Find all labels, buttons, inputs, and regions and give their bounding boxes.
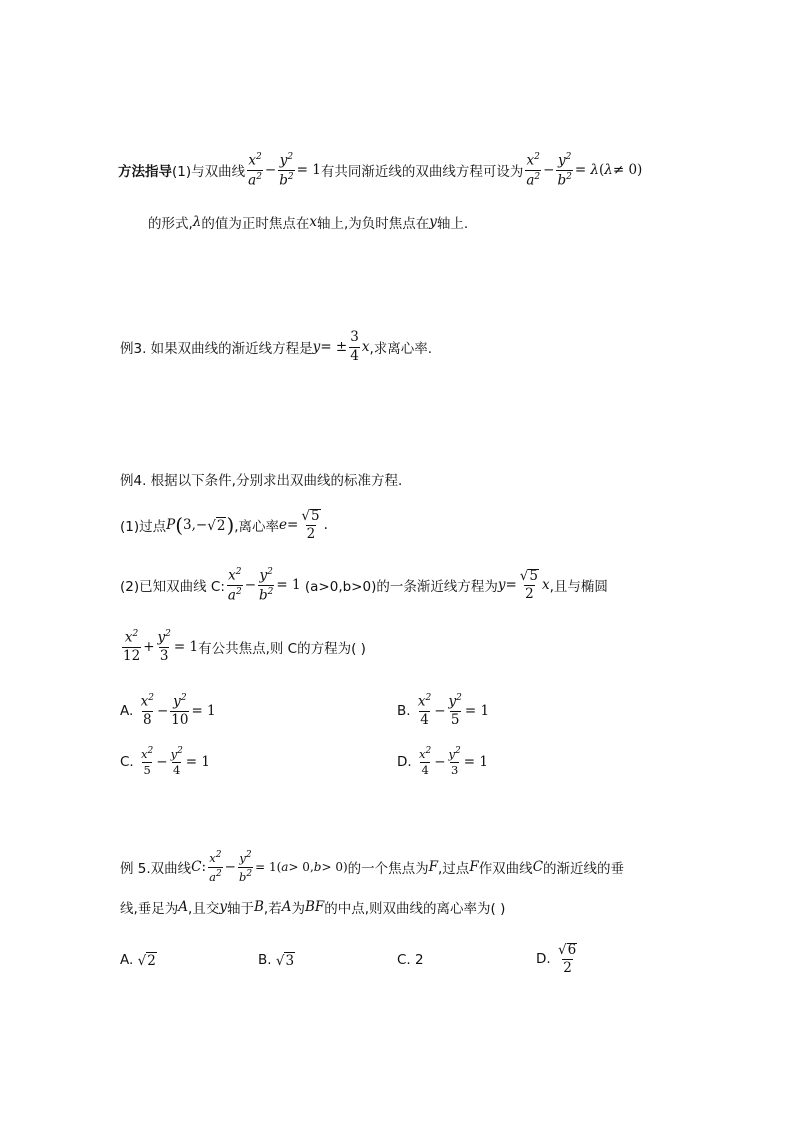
ex3-suffix: ,求离心率. [369,341,433,357]
method-text-2c: 轴上,为负时焦点在 [316,216,430,232]
ex4-part-2-line-2: $\frac{x^2}{12}$ + $\frac{y^2}{3}$ = 1 有公共焦点,则 C的方程为( ) [123,629,366,665]
method-text-1a: (1)与双曲线 [172,164,246,180]
example-3: 例3. 如果双曲线的渐近线方程是 y = ± $\frac{3}{4}$ x ,求离心率. [120,329,433,364]
method-line-2: 的形式, λ 的值为正时焦点在 x 轴上,为负时焦点在 y 轴上. [148,214,469,232]
frac-sqrt5-2: √ 5 2 [301,507,320,542]
frac-y2-b2-b: $\frac{y^2}{b^2}$ [557,151,572,188]
method-text-1b: 有共同渐近线的双曲线方程可设为 [320,164,524,180]
example-5-line-2: 线,垂足为 A ,且交 y 轴于 B ,若 A 为 BF 的中点,则双曲线的离心率为( ) [120,899,506,917]
frac-x2-a2: $\frac{x^2}{a^2}$ [248,151,262,188]
method-label: 方法指导 [118,164,172,180]
ex4-p2-b: (a>0,b>0)的一条渐近线方程为 [304,579,498,595]
ex4-p2-c: ,且与椭圆 [549,579,608,595]
ex5-prefix: 例 5.双曲线 [120,861,192,877]
frac-y2-b2: $\frac{y^2}{b^2}$ [279,151,294,188]
ex4-option-d[interactable]: D. $\frac{x^2}{4}$ − $\frac{y^2}{3}$ = 1 [397,746,488,778]
ex4-p1-b: ,离心率 [234,519,280,535]
ex4-option-a[interactable]: A. $\frac{x^2}{8}$ − $\frac{y^2}{10}$ = 1 [120,693,216,729]
method-text-2a: 的形式, [148,216,193,232]
ex5-option-d[interactable]: D. √ 6 2 [536,941,577,976]
method-line-1: 方法指导 (1)与双曲线 $\frac{x^2}{a^2}$ − $\frac{y^2}{b^2}$ = 1 有共同渐近线的双曲线方程可设为 $\frac{x^2}{a^2}$ − $\frac{y^2}{b^2}$ = λ ( λ ≠ 0) [118,151,643,188]
ex4-p2-a: (2)已知双曲线 C: [120,579,225,595]
ex4-part-2: (2)已知双曲线 C: $\frac{x^2}{a^2}$ − $\frac{y^2}{b^2}$ = 1 (a>0,b>0)的一条渐近线方程为 y = √ 5 2 x ,且与椭圆 [120,566,608,603]
ex4-option-b[interactable]: B. $\frac{x^2}{4}$ − $\frac{y^2}{5}$ = 1 [397,693,490,729]
example-5: 例 5.双曲线 C : $\frac{x^2}{a^2}$ − $\frac{y^2}{b^2}$ = 1( a > 0, b > 0) 的一个焦点为 F ,过点 F 作双曲线 C 的渐近线的垂 [120,850,625,884]
sqrt-2: √ 2 [207,517,226,534]
ex4-p1-a: (1)过点 [120,519,167,535]
frac-x2-a2-b: $\frac{x^2}{a^2}$ [526,151,541,188]
ex4-part-1: (1)过点 P ( 3,− √ 2 ) ,离心率 e = √ 5 2 . [120,507,328,542]
ex5-option-c[interactable]: C. 2 [397,952,424,968]
method-text-2d: 轴上. [436,216,469,232]
ex5-option-a[interactable]: A. √ 2 [120,952,156,969]
ex4-title: 例4. 根据以下条件,分别求出双曲线的标准方程. [120,473,403,489]
ex5-option-b[interactable]: B. √ 3 [258,952,295,969]
ex4-p2-d: 有公共焦点,则 C的方程为( ) [198,641,366,657]
method-text-2b: 的值为正时焦点在 [201,216,310,232]
ex3-prefix: 例3. 如果双曲线的渐近线方程是 [120,341,313,357]
frac-3-4: $\frac{3}{4}$ [350,329,359,364]
ex4-option-c[interactable]: C. $\frac{x^2}{5}$ − $\frac{y^2}{4}$ = 1 [120,746,210,778]
